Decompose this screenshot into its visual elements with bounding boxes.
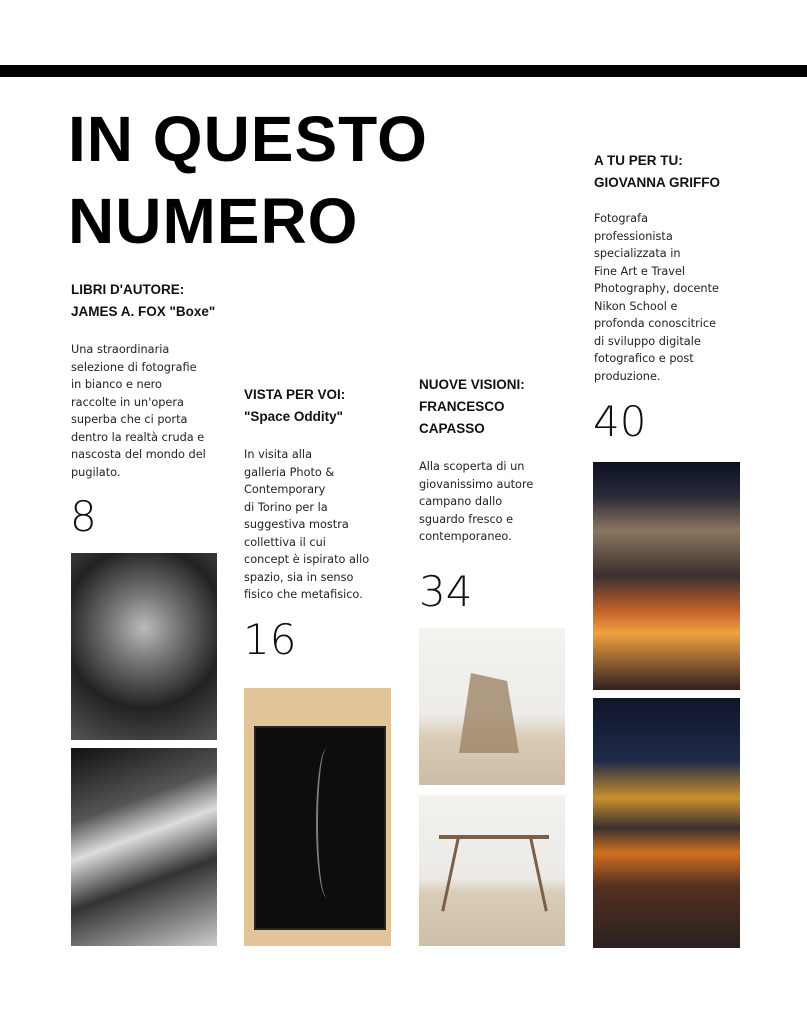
article-body: Alla scoperta di un giovanissimo autore campano dallo sguardo fresco e contemporaneo. [419, 460, 534, 543]
page-number: 40 [593, 397, 647, 446]
boxing-photo-2 [71, 748, 217, 946]
page-number: 34 [419, 567, 473, 616]
page-title: IN QUESTO NUMERO [68, 103, 428, 257]
city-night-photo [593, 462, 740, 690]
framed-artwork [254, 726, 386, 930]
article-heading: NUOVE VISIONI: FRANCESCO CAPASSO [419, 377, 525, 436]
beach-slide-photo [419, 628, 565, 785]
bridge-night-photo [593, 698, 740, 948]
article-a-tu-per-tu [594, 150, 754, 385]
article-heading: LIBRI D'AUTORE: JAMES A. FOX "Boxe" [71, 282, 216, 319]
boxing-photo-1 [71, 553, 217, 740]
article-heading: A TU PER TU: GIOVANNA GRIFFO [594, 153, 720, 190]
top-rule [0, 65, 807, 77]
page-number: 8 [70, 492, 97, 541]
page-number: 16 [243, 615, 297, 664]
article-libri-dautore [71, 279, 231, 481]
article-body: Fotografa professionista specializzata in Fine Art e Travel Photography, docente Nikon School e profonda conoscitrice di sviluppo digitale fotografico e post produzione. [594, 212, 719, 383]
gallery-photo [244, 688, 391, 946]
article-heading: VISTA PER VOI: "Space Oddity" [244, 387, 346, 424]
beach-swing-photo [419, 795, 565, 946]
article-vista-per-voi [244, 384, 404, 604]
article-body: In visita alla galleria Photo & Contemporary di Torino per la suggestiva mostra collettiva il cui concept è ispirato allo spazio, sia in senso fisico che metafisico. [244, 448, 370, 601]
article-body: Una straordinaria selezione di fotografie in bianco e nero raccolte in un'opera superba che ci porta dentro la realtà cruda e nascosta del mondo del pugilato. [71, 343, 206, 479]
article-nuove-visioni [419, 374, 579, 546]
